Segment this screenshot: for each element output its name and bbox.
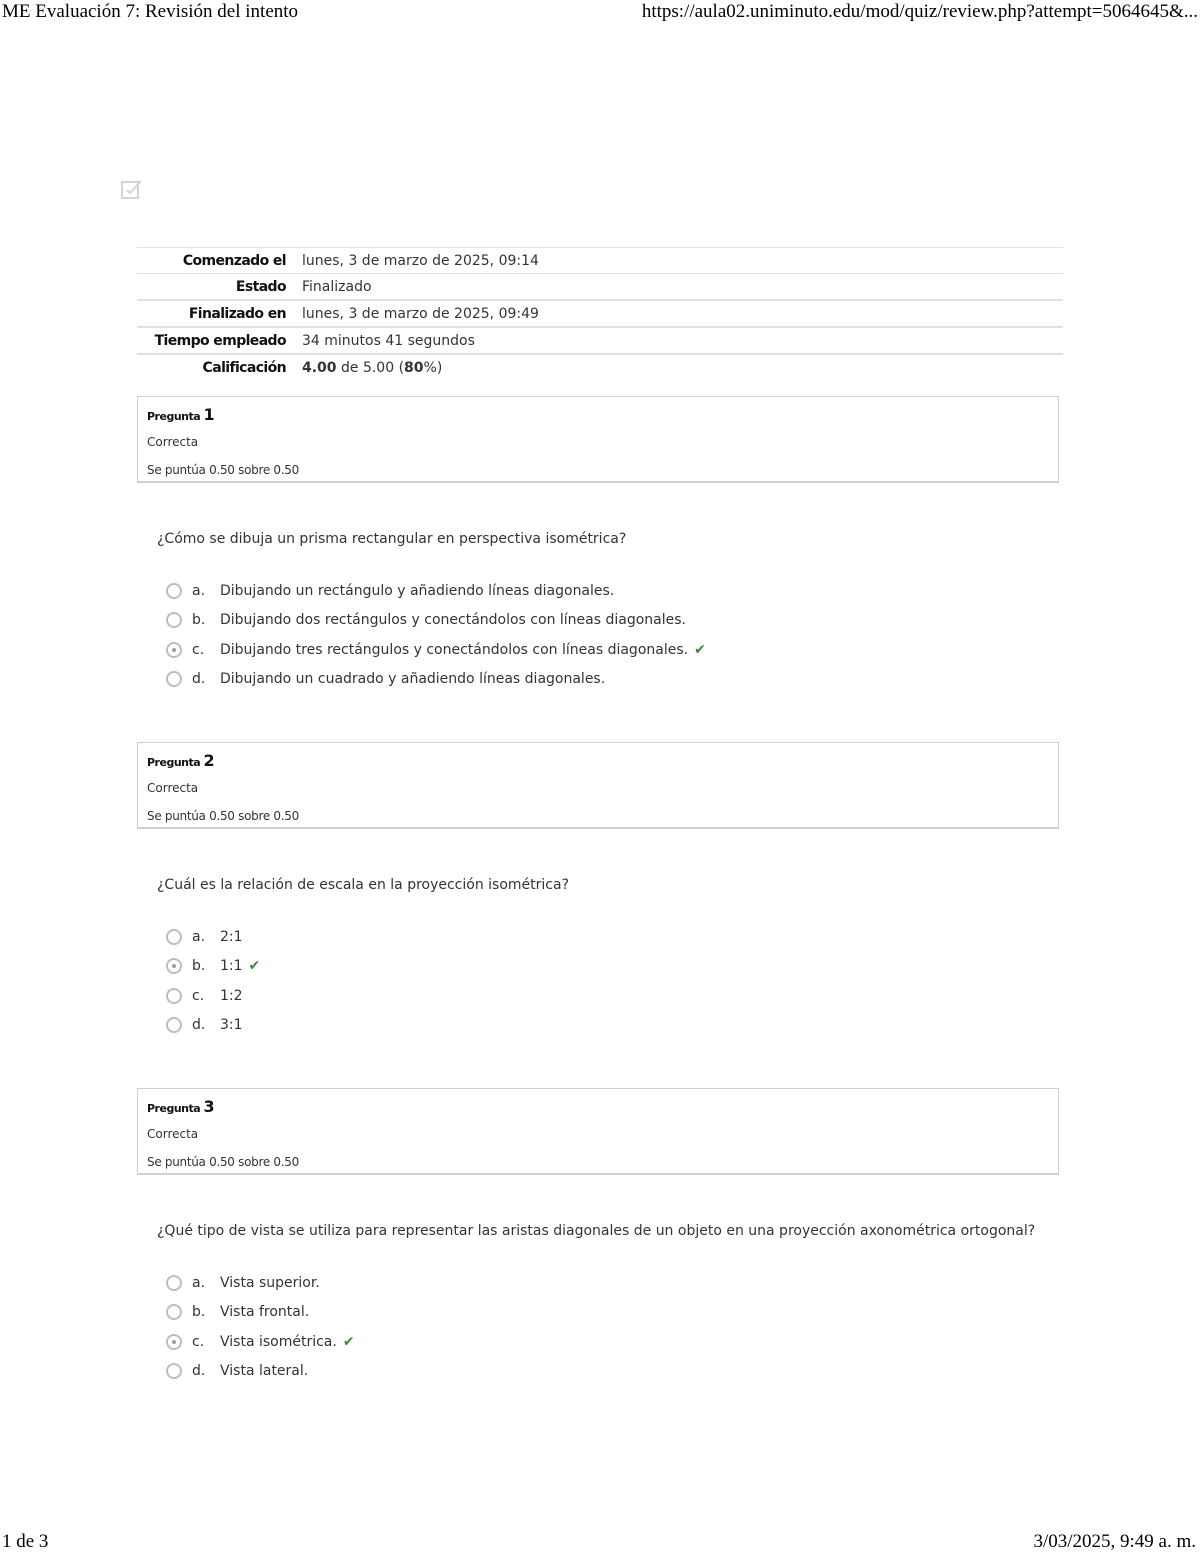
answer-option-selected[interactable]: [166, 635, 706, 665]
radio-button[interactable]: [166, 1304, 182, 1320]
answer-text: Vista superior.: [220, 1274, 320, 1291]
answer-letter: d.: [192, 1363, 206, 1380]
grade-score: 4.00: [302, 359, 337, 376]
question-label: Pregunta: [147, 410, 201, 423]
answer-text: 3:1: [220, 1017, 243, 1034]
answer-text: 1:2: [220, 987, 243, 1004]
answer-option[interactable]: [166, 665, 706, 695]
question-label: Pregunta: [147, 1102, 201, 1115]
check-icon: ✔: [342, 1333, 355, 1350]
answer-letter: b.: [192, 958, 206, 975]
answer-text: 1:1: [220, 958, 243, 975]
answer-letter: a.: [192, 928, 206, 945]
grade-percent: 80: [404, 359, 424, 376]
radio-button-checked[interactable]: [166, 642, 182, 658]
question-grade: Se puntúa 0.50 sobre 0.50: [147, 463, 299, 477]
question-text-1: ¿Cómo se dibuja un prisma rectangular en perspectiva isométrica?: [157, 531, 627, 547]
radio-button[interactable]: [166, 988, 182, 1004]
radio-button[interactable]: [166, 583, 182, 599]
answer-letter: b.: [192, 1304, 206, 1321]
radio-button[interactable]: [166, 1275, 182, 1291]
answer-letter: b.: [192, 612, 206, 629]
answer-text: 2:1: [220, 928, 243, 945]
started-label: Comenzado el: [137, 248, 302, 274]
answer-letter: d.: [192, 1017, 206, 1034]
print-footer: [0, 1531, 1200, 1553]
answer-option[interactable]: [166, 1268, 355, 1298]
print-page-title: ME Evaluación 7: Revisión del intento: [2, 1, 299, 22]
radio-button[interactable]: [166, 612, 182, 628]
grade-label: Calificación: [137, 354, 302, 380]
answer-letter: a.: [192, 1274, 206, 1291]
question-info-2: [137, 742, 1059, 829]
question-text-2: ¿Cuál es la relación de escala en la proyección isométrica?: [157, 877, 570, 893]
grade-middle: de 5.00 (: [336, 359, 405, 376]
attempt-summary-table: [137, 247, 1063, 380]
question-state: Correcta: [147, 435, 199, 449]
summary-row-finished: [137, 300, 1063, 327]
question-info-1: [137, 396, 1059, 483]
question-title: [147, 405, 214, 424]
question-title: [147, 1097, 214, 1116]
radio-button[interactable]: [166, 671, 182, 687]
radio-button[interactable]: [166, 929, 182, 945]
print-page-number: 1 de 3: [2, 1531, 49, 1552]
answer-option[interactable]: [166, 922, 260, 952]
question-text-3: ¿Qué tipo de vista se utiliza para representar las aristas diagonales de un objeto en una proyección axonométrica ortogonal?: [157, 1223, 1036, 1239]
print-header: [0, 1, 1200, 23]
print-page-url: https://aula02.uniminuto.edu/mod/quiz/review.php?attempt=5064645&...: [641, 1, 1198, 22]
state-value: Finalizado: [302, 274, 1063, 301]
answer-text: Dibujando dos rectángulos y conectándolos con líneas diagonales.: [220, 612, 686, 629]
summary-row-grade: [137, 354, 1063, 380]
question-number: 3: [203, 1097, 215, 1116]
answer-list-2: [166, 922, 260, 1040]
summary-row-state: [137, 274, 1063, 301]
grade-value: [302, 354, 1063, 380]
answer-option[interactable]: [166, 1357, 355, 1387]
answer-letter: c.: [192, 641, 205, 658]
question-number: 2: [203, 751, 215, 770]
radio-button[interactable]: [166, 1363, 182, 1379]
summary-row-time: [137, 327, 1063, 354]
quiz-icon: [120, 178, 144, 202]
question-number: 1: [203, 405, 215, 424]
answer-option-selected[interactable]: [166, 952, 260, 982]
answer-letter: a.: [192, 582, 206, 599]
question-state: Correcta: [147, 781, 199, 795]
started-value: lunes, 3 de marzo de 2025, 09:14: [302, 248, 1063, 274]
answer-text: Vista lateral.: [220, 1363, 309, 1380]
summary-row-started: [137, 248, 1063, 274]
answer-option[interactable]: [166, 1011, 260, 1041]
grade-end: %): [423, 359, 443, 376]
answer-text: Dibujando un rectángulo y añadiendo líneas diagonales.: [220, 582, 615, 599]
answer-letter: d.: [192, 671, 206, 688]
question-grade: Se puntúa 0.50 sobre 0.50: [147, 809, 299, 823]
answer-letter: c.: [192, 987, 205, 1004]
question-info-3: [137, 1088, 1059, 1175]
radio-button-checked[interactable]: [166, 1334, 182, 1350]
answer-text: Vista isométrica.: [220, 1333, 337, 1350]
check-icon: ✔: [248, 958, 261, 975]
answer-list-3: [166, 1268, 355, 1386]
answer-text: Dibujando un cuadrado y añadiendo líneas diagonales.: [220, 671, 606, 688]
question-title: [147, 751, 214, 770]
answer-option-selected[interactable]: [166, 1327, 355, 1357]
state-label: Estado: [137, 274, 302, 301]
finished-label: Finalizado en: [137, 300, 302, 327]
answer-option[interactable]: [166, 981, 260, 1011]
answer-text: Dibujando tres rectángulos y conectándolos con líneas diagonales.: [220, 641, 689, 658]
radio-button[interactable]: [166, 1017, 182, 1033]
time-value: 34 minutos 41 segundos: [302, 327, 1063, 354]
print-datetime: 3/03/2025, 9:49 a. m.: [1033, 1531, 1196, 1552]
question-grade: Se puntúa 0.50 sobre 0.50: [147, 1155, 299, 1169]
question-state: Correcta: [147, 1127, 199, 1141]
question-label: Pregunta: [147, 756, 201, 769]
answer-option[interactable]: [166, 606, 706, 636]
answer-letter: c.: [192, 1333, 205, 1350]
finished-value: lunes, 3 de marzo de 2025, 09:49: [302, 300, 1063, 327]
time-label: Tiempo empleado: [137, 327, 302, 354]
answer-text: Vista frontal.: [220, 1304, 310, 1321]
answer-option[interactable]: [166, 576, 706, 606]
answer-list-1: [166, 576, 706, 694]
radio-button-checked[interactable]: [166, 958, 182, 974]
check-icon: ✔: [694, 641, 706, 658]
answer-option[interactable]: [166, 1298, 355, 1328]
